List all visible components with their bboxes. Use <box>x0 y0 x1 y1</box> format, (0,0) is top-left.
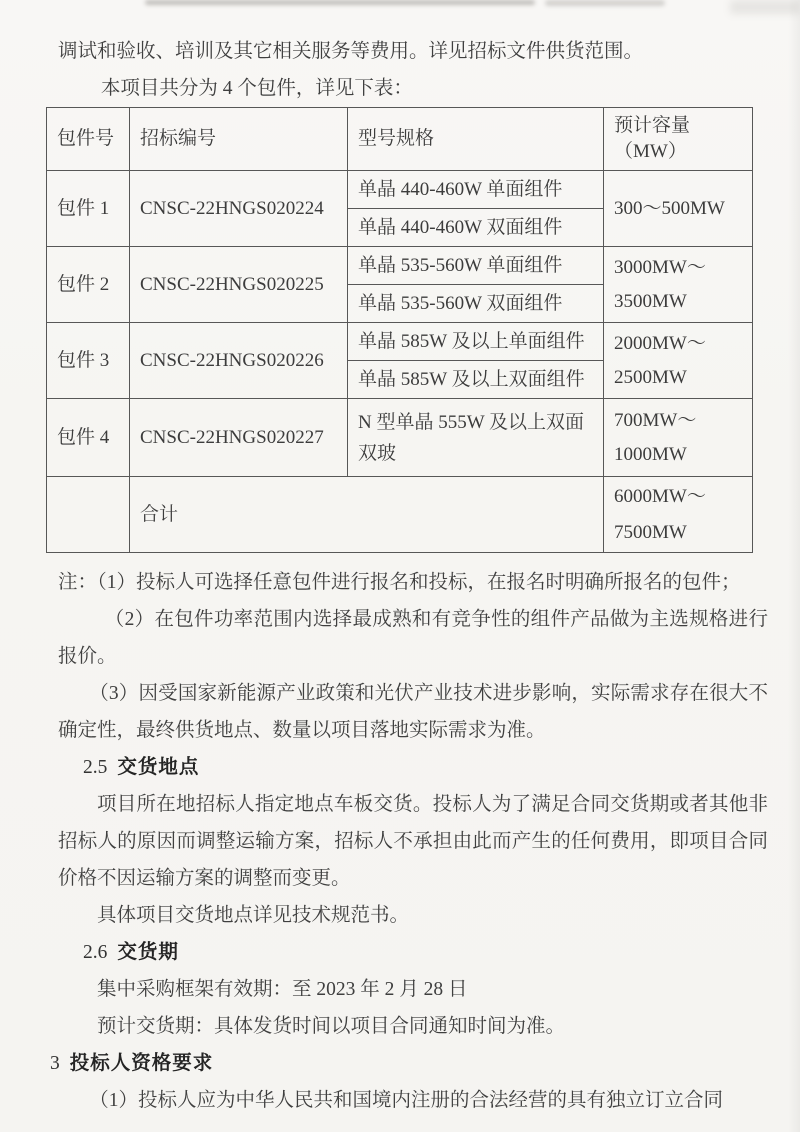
section-2-6-line-2: 预计交货期：具体发货时间以项目合同通知时间为准。 <box>97 1016 566 1037</box>
capacity-line: 700MW～1000MW <box>614 409 697 465</box>
spec-cell: 单晶 440-460W 单面组件 <box>348 171 604 209</box>
scan-artifact <box>730 0 800 14</box>
section-number: 2.5 <box>83 757 108 778</box>
total-row <box>47 477 753 553</box>
tender-code-cell: CNSC-22HNGS020227 <box>130 399 348 477</box>
intro-line-2: 本项目共分为 4 个包件，详见下表： <box>100 78 413 99</box>
note-1: 注：（1）投标人可选择任意包件进行报名和投标，在报名时明确所报名的包件； <box>58 572 741 593</box>
section-2-6-line-1: 集中采购框架有效期：至 2023 年 2 月 28 日 <box>97 979 468 1000</box>
scan-edge-shade <box>788 0 800 1132</box>
total-label-cell: 合计 <box>130 477 604 553</box>
capacity-cell <box>604 399 753 477</box>
package-cell: 包件 1 <box>47 171 130 247</box>
intro-line-1: 调试和验收、培训及其它相关服务等费用。详见招标文件供货范围。 <box>58 41 644 62</box>
section-3-para-1: （1）投标人应为中华人民共和国境内注册的合法经营的具有独立订立合同 <box>89 1090 723 1111</box>
column-header-3: 预计容量（MW） <box>604 108 753 171</box>
spec-cell: 单晶 535-560W 双面组件 <box>348 285 604 323</box>
section-title: 交货期 <box>117 941 179 963</box>
spec-cell: 单晶 585W 及以上双面组件 <box>348 361 604 399</box>
spec-cell: 单晶 440-460W 双面组件 <box>348 209 604 247</box>
capacity-line: 300～500MW <box>614 197 725 219</box>
capacity-line: 2000MW～ <box>614 332 706 354</box>
spec-cell: 单晶 535-560W 单面组件 <box>348 247 604 285</box>
capacity-cell <box>604 323 753 399</box>
capacity-cell <box>604 247 753 323</box>
table-header-row <box>47 108 753 171</box>
section-title: 交货地点 <box>117 756 200 778</box>
column-header-0: 包件号 <box>47 108 130 171</box>
document-content <box>50 33 768 1119</box>
capacity-line: 6000MW～ <box>614 485 706 507</box>
package-cell: 包件 4 <box>47 399 130 477</box>
total-capacity-cell <box>604 477 753 553</box>
section-2-6-heading <box>83 934 768 971</box>
section-title: 投标人资格要求 <box>69 1052 214 1074</box>
tender-code-cell: CNSC-22HNGS020224 <box>130 171 348 247</box>
capacity-line: 7500MW <box>614 521 687 543</box>
section-2-5-para-2: 具体项目交货地点详见技术规范书。 <box>97 905 410 926</box>
spec-cell: 单晶 585W 及以上单面组件 <box>348 323 604 361</box>
package-cell: 包件 3 <box>47 323 130 399</box>
table-row <box>47 247 753 285</box>
package-table <box>46 107 753 553</box>
section-2-5-heading <box>83 749 768 786</box>
section-2-5-para-1: 项目所在地招标人指定地点车板交货。投标人为了满足合同交货期或者其他非招标人的原因而调整运输方案，招标人不承担由此而产生的任何费用，即项目合同价格不因运输方案的调整而变更。 <box>58 794 768 889</box>
capacity-cell <box>604 171 753 247</box>
section-number: 2.6 <box>83 942 108 963</box>
scan-artifact <box>545 0 665 6</box>
table-row <box>47 399 753 477</box>
capacity-line: 3500MW <box>614 290 687 312</box>
column-header-2: 型号规格 <box>348 108 604 171</box>
table-row <box>47 171 753 209</box>
note-2: （2）在包件功率范围内选择最成熟和有竞争性的组件产品做为主选规格进行报价。 <box>58 609 768 667</box>
package-cell: 包件 2 <box>47 247 130 323</box>
spec-cell: N 型单晶 555W 及以上双面双玻 <box>348 399 604 477</box>
total-empty-cell <box>47 477 130 553</box>
section-3-heading <box>50 1045 768 1082</box>
capacity-line: 2500MW <box>614 366 687 388</box>
note-3: （3）因受国家新能源产业政策和光伏产业技术进步影响，实际需求存在很大不确定性，最终供货地点、数量以项目落地实际需求为准。 <box>58 683 768 741</box>
scan-artifact <box>145 0 535 5</box>
capacity-line: 3000MW～ <box>614 256 706 278</box>
tender-code-cell: CNSC-22HNGS020226 <box>130 323 348 399</box>
tender-code-cell: CNSC-22HNGS020225 <box>130 247 348 323</box>
table-row <box>47 323 753 361</box>
column-header-1: 招标编号 <box>130 108 348 171</box>
section-number: 3 <box>50 1053 60 1074</box>
